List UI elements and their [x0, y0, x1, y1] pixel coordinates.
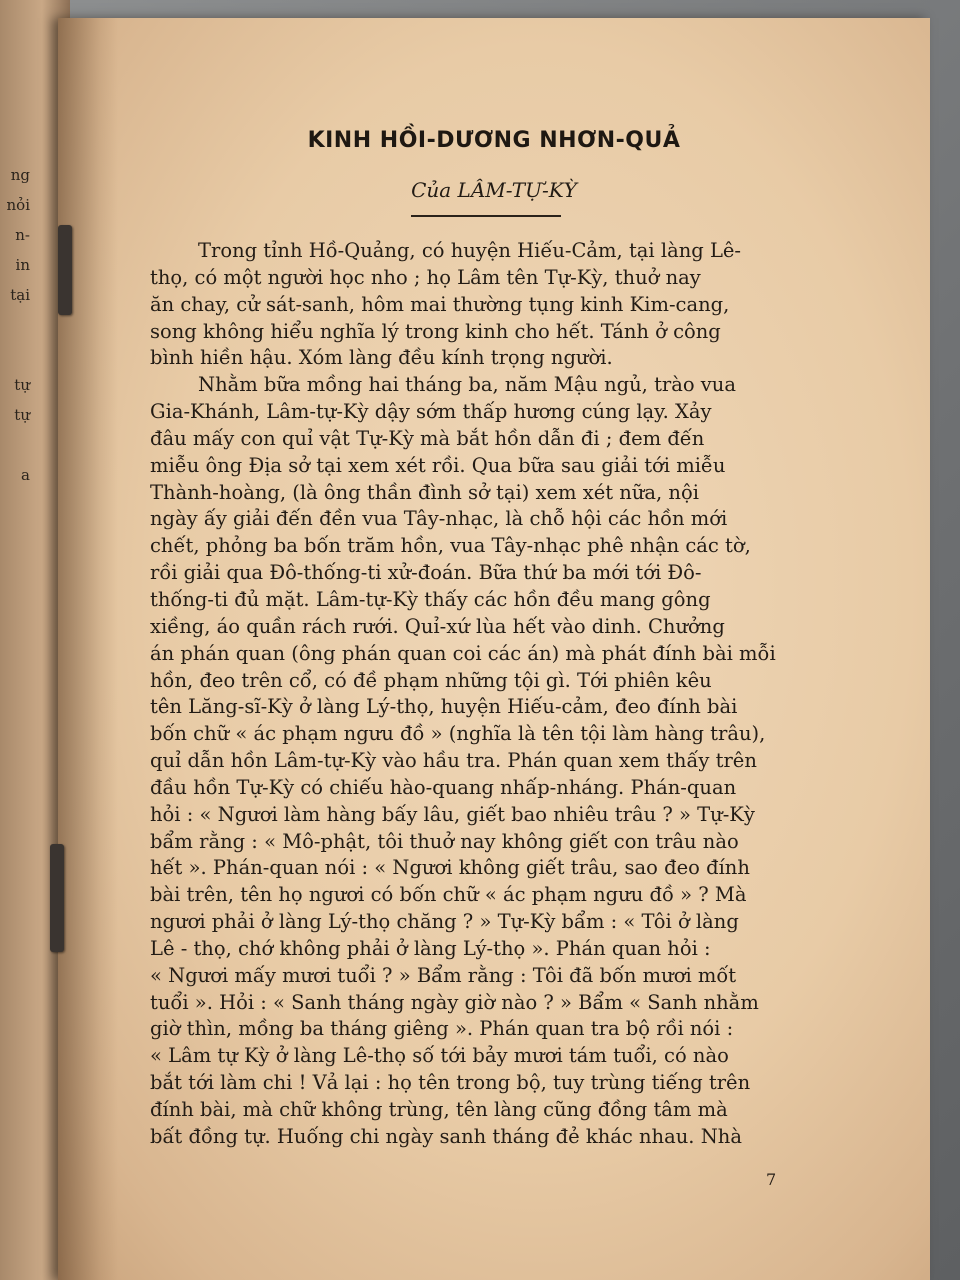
title-divider	[411, 215, 561, 217]
previous-page-fragment	[2, 430, 30, 460]
text-line: « Ngươi mấy mươi tuổi ? » Bẩm rằng : Tôi đã bốn mươi mốt	[150, 963, 737, 987]
text-line: chết, phỏng ba bốn trăm hồn, vua Tây-nhạc phê nhận các tờ,	[150, 534, 751, 558]
body-text	[150, 238, 850, 1151]
page-number: 7	[766, 1170, 777, 1189]
text-line: bất đồng tự. Huống chi ngày sanh tháng đẻ khác nhau. Nhà	[150, 1124, 742, 1148]
text-line: xiềng, áo quần rách rưới. Quỉ-xứ lùa hết vào dinh. Chưởng	[150, 614, 725, 638]
previous-page-fragment: tại	[10, 286, 30, 304]
page-subtitle: Của LÂM-TỰ-KỲ	[411, 178, 577, 202]
text-line: đầu hồn Tự-Kỳ có chiếu hào-quang nhấp-nháng. Phán-quan	[150, 775, 737, 799]
book-page	[58, 18, 930, 1280]
text-line: bài trên, tên họ ngươi có bốn chữ « ác phạm ngưu đồ » ? Mà	[150, 883, 747, 907]
text-line: ngày ấy giải đến đền vua Tây-nhạc, là chỗ hội các hồn mới	[150, 507, 728, 531]
previous-page-fragment: tự	[14, 376, 30, 394]
text-line: giờ thìn, mồng ba tháng giêng ». Phán quan tra bộ rồi nói :	[150, 1017, 734, 1041]
text-line: Thành-hoàng, (là ông thần đình sở tại) xem xét nữa, nội	[150, 480, 699, 504]
text-line: Gia-Khánh, Lâm-tự-Kỳ dậy sớm thấp hương cúng lạy. Xảy	[150, 400, 712, 424]
text-line: hết ». Phán-quan nói : « Ngươi không giết trâu, sao đeo đính	[150, 856, 750, 880]
previous-page-fragment: a	[21, 466, 30, 484]
page-title: KINH HỒI-DƯƠNG NHƠN-QUẢ	[307, 128, 681, 153]
previous-page-fragment: in	[15, 256, 30, 274]
previous-page-fragment	[2, 310, 30, 340]
text-line: Nhằm bữa mồng hai tháng ba, năm Mậu ngủ, trào vua	[198, 373, 736, 397]
previous-page-fragment: n-	[15, 226, 30, 244]
text-line: tên Lăng-sĩ-Kỳ ở làng Lý-thọ, huyện Hiếu-cảm, đeo đính bài	[150, 695, 738, 719]
previous-page-fragment: tự	[14, 406, 30, 424]
text-line: đâu mấy con quỉ vật Tự-Kỳ mà bắt hồn dẫn đi ; đem đến	[150, 426, 705, 450]
text-line: ngươi phải ở làng Lý-thọ chăng ? » Tự-Kỳ bẩm : « Tôi ở làng	[150, 910, 739, 934]
previous-page-fragment: nỏi	[6, 196, 30, 214]
text-line: hồn, đeo trên cổ, có đề phạm những tội gì. Tới phiên kêu	[150, 668, 712, 692]
text-line: án phán quan (ông phán quan coi các án) mà phát đính bài mỗi	[150, 641, 776, 665]
text-line: ăn chay, cử sát-sanh, hôm mai thường tụng kinh Kim-cang,	[150, 292, 730, 316]
staple-top	[58, 225, 72, 315]
text-line: song không hiểu nghĩa lý trong kinh cho hết. Tánh ở công	[150, 319, 721, 343]
text-line: bẩm rằng : « Mô-phật, tôi thuở nay không giết con trâu nào	[150, 829, 739, 853]
text-line: bốn chữ « ác phạm ngưu đồ » (nghĩa là tên tội làm hàng trâu),	[150, 722, 766, 746]
previous-page-fragment: ng	[10, 166, 30, 184]
text-line: thống-ti đủ mặt. Lâm-tự-Kỳ thấy các hồn đều mang gông	[150, 587, 711, 611]
text-line: « Lâm tự Kỳ ở làng Lê-thọ số tới bảy mươi tám tuổi, có nào	[150, 1044, 729, 1068]
text-line: hỏi : « Ngươi làm hàng bấy lâu, giết bao nhiêu trâu ? » Tự-Kỳ	[150, 802, 755, 826]
text-line: bắt tới làm chi ! Vả lại : họ tên trong bộ, tuy trùng tiếng trên	[150, 1071, 751, 1095]
spine-shadow	[58, 18, 118, 1280]
text-line: Trong tỉnh Hồ-Quảng, có huyện Hiếu-Cảm, tại làng Lê-	[198, 239, 742, 262]
text-line: miễu ông Địa sở tại xem xét rồi. Qua bữa sau giải tới miễu	[150, 453, 726, 477]
previous-page-fragment	[2, 340, 30, 370]
staple-bottom	[50, 844, 64, 952]
previous-page-text	[2, 160, 30, 490]
text-line: đính bài, mà chữ không trùng, tên làng cũng đồng tâm mà	[150, 1098, 728, 1121]
text-line: rồi giải qua Đô-thống-ti xử-đoán. Bữa thứ ba mới tới Đô-	[150, 561, 702, 585]
text-line: quỉ dẫn hồn Lâm-tự-Kỳ vào hầu tra. Phán quan xem thấy trên	[150, 749, 757, 773]
text-line: tuổi ». Hỏi : « Sanh tháng ngày giờ nào ? » Bẩm « Sanh nhằm	[150, 990, 759, 1014]
text-line: thọ, có một người học nho ; họ Lâm tên Tự-Kỳ, thuở nay	[150, 265, 701, 289]
text-line: bình hiền hậu. Xóm làng đều kính trọng người.	[150, 346, 613, 370]
text-line: Lê - thọ, chớ không phải ở làng Lý-thọ ». Phán quan hỏi :	[150, 936, 711, 960]
